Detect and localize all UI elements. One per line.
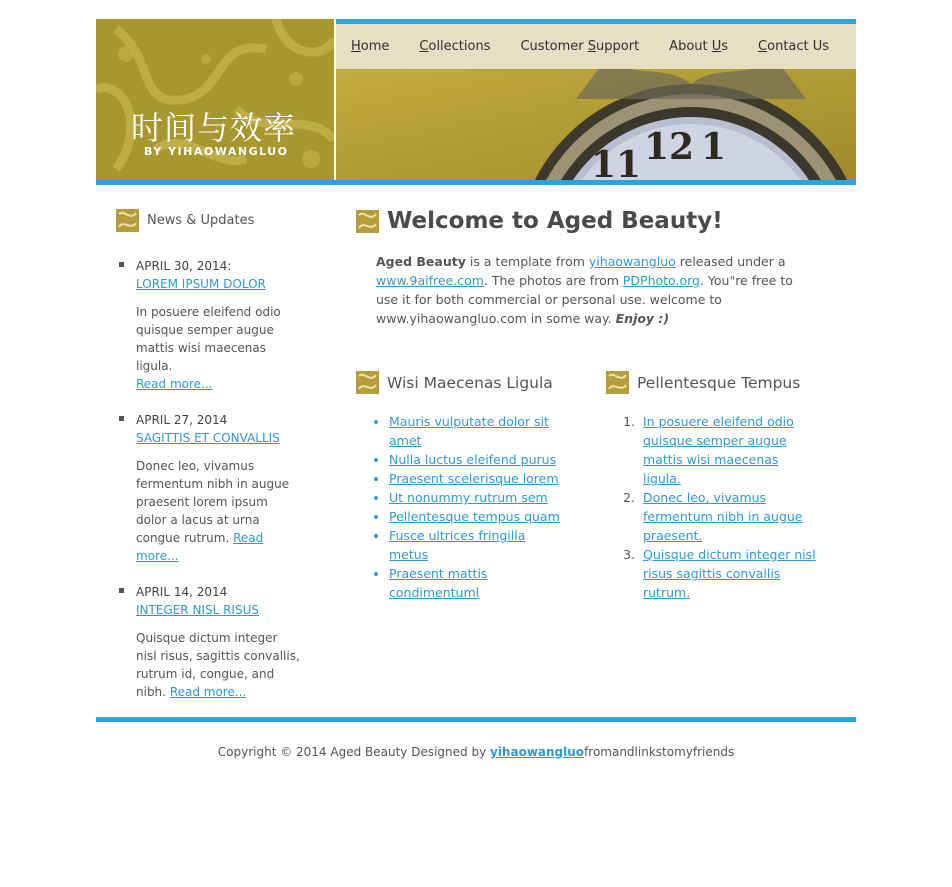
list-item — [389, 469, 566, 488]
list-link[interactable]: Ut nonummy rutrum sem — [389, 490, 548, 505]
clock-numeral-11: 11 — [591, 144, 642, 180]
read-more-link[interactable]: Read more... — [136, 531, 264, 563]
footer-after: fromandlinkstomyfriends — [584, 745, 735, 759]
news-heading — [116, 209, 301, 232]
main-menu — [336, 24, 856, 69]
ornament-icon — [606, 371, 629, 394]
list-link[interactable]: Praesent mattis condimentuml — [389, 566, 488, 600]
menu-support-pre: Customer — [520, 39, 588, 54]
page-wrapper — [96, 19, 856, 180]
news-date: APRIL 30, 2014: — [136, 259, 232, 273]
footer-divider — [96, 717, 856, 722]
news-title-link[interactable]: LOREM IPSUM DOLOR — [136, 277, 266, 291]
news-list — [116, 257, 301, 719]
wisi-link-list — [356, 412, 566, 602]
list-item — [389, 450, 566, 469]
clock-illustration — [336, 69, 856, 180]
menu-home[interactable] — [351, 39, 389, 54]
main-content — [356, 208, 856, 600]
news-title: News & Updates — [147, 213, 255, 228]
news-text — [136, 629, 301, 701]
read-more-link[interactable]: Read more... — [169, 685, 247, 699]
menu-about-us[interactable] — [669, 39, 728, 54]
column-wisi — [356, 371, 566, 602]
footer — [96, 745, 856, 759]
9aifree-link[interactable]: www.9aifree.com — [376, 273, 484, 288]
list-item — [639, 488, 816, 545]
welcome-heading — [356, 208, 856, 234]
wisi-heading — [356, 371, 566, 394]
list-link[interactable]: Fusce ultrices fringilla metus — [389, 528, 526, 562]
list-link[interactable]: In posuere eleifend odio quisque semper augue mattis wisi maecenas ligula. — [643, 414, 794, 486]
news-item — [116, 257, 301, 393]
header-divider — [96, 180, 856, 185]
logo-panel[interactable] — [96, 19, 334, 180]
sidebar — [116, 209, 301, 699]
news-title-link[interactable]: SAGITTIS ET CONVALLIS — [136, 431, 280, 445]
news-date: APRIL 27, 2014 — [136, 413, 228, 427]
news-item — [116, 411, 301, 565]
list-item — [389, 526, 566, 564]
menu-collections[interactable] — [419, 39, 490, 54]
wisi-title: Wisi Maecenas Ligula — [387, 373, 553, 392]
list-item — [639, 545, 816, 602]
list-item — [389, 412, 566, 450]
list-link[interactable]: Pellentesque tempus quam — [389, 509, 560, 524]
pellentesque-list — [606, 412, 816, 602]
news-body: In posuere eleifend odio quisque semper augue mattis wisi maecenas ligula. — [136, 305, 281, 373]
logo-subtitle: BY YIHAOWANGLUO — [144, 145, 289, 158]
menu-collections-accesskey: C — [419, 39, 429, 54]
list-item — [389, 507, 566, 526]
menu-about-accesskey: U — [711, 39, 722, 54]
pdphoto-link[interactable]: PDPhoto.org — [622, 273, 700, 288]
menu-about-pre: About — [669, 39, 712, 54]
ornament-icon — [356, 210, 379, 233]
news-text — [136, 303, 301, 393]
designer-link[interactable]: yihaowangluo — [490, 745, 585, 759]
copyright-text: Copyright © 2014 Aged Beauty Designed by — [217, 745, 490, 759]
menu-support-label: upport — [596, 39, 640, 54]
page-title: Welcome to Aged Beauty! — [387, 208, 723, 234]
menu-contact-label: ontact Us — [767, 39, 830, 54]
pellentesque-title: Pellentesque Tempus — [637, 373, 801, 392]
list-item — [639, 412, 816, 488]
header — [96, 19, 856, 180]
menu-support-accesskey: S — [587, 39, 597, 54]
yihaowangluo-link[interactable]: yihaowangluo — [588, 254, 676, 269]
logo-title: 时间与效率 — [131, 109, 297, 147]
list-item — [389, 488, 566, 507]
enjoy-text: Enjoy :) — [615, 311, 670, 326]
menu-home-accesskey: H — [351, 39, 361, 54]
list-link[interactable]: Mauris vulputate dolor sit amet — [389, 414, 549, 448]
banner-clock-image — [336, 69, 856, 180]
intro-text: . You"re free to use it for both commercial or personal use. welcome to www.yihaowangluo.com in some way. — [376, 273, 793, 326]
list-link[interactable]: Praesent scelerisque lorem — [389, 471, 559, 486]
menu-about-label: s — [721, 39, 729, 54]
menu-customer-support[interactable] — [520, 39, 639, 54]
list-item — [389, 564, 566, 602]
intro-text: is a template from — [465, 254, 589, 269]
read-more-link[interactable]: Read more... — [136, 377, 213, 391]
menu-collections-label: ollections — [428, 39, 491, 54]
clock-numeral-1: 1 — [701, 126, 727, 168]
menu-contact-us[interactable] — [758, 39, 829, 54]
menu-home-label: ome — [360, 39, 390, 54]
pellentesque-heading — [606, 371, 816, 394]
intro-text: released under a — [675, 254, 786, 269]
list-link[interactable]: Quisque dictum integer nisl risus sagittis convallis rutrum. — [643, 547, 816, 600]
news-title-link[interactable]: INTEGER NISL RISUS — [136, 603, 259, 617]
brand-name: Aged Beauty — [376, 254, 466, 269]
news-body: Quisque dictum integer nisl risus, sagittis convallis, rutrum id, congue, and nibh. — [136, 631, 300, 699]
intro-text: . The photos are from — [483, 273, 623, 288]
news-item — [116, 583, 301, 701]
list-link[interactable]: Donec leo, vivamus fermentum nibh in augue praesent. — [643, 490, 803, 543]
news-date: APRIL 14, 2014 — [136, 585, 228, 599]
ornament-icon — [356, 371, 379, 394]
intro-paragraph — [376, 252, 816, 328]
clock-numeral-12: 12 — [644, 126, 695, 168]
column-pellentesque — [606, 371, 816, 602]
menu-contact-accesskey: C — [758, 39, 768, 54]
news-text — [136, 457, 301, 565]
list-link[interactable]: Nulla luctus eleifend purus — [389, 452, 557, 467]
news-body: Donec leo, vivamus fermentum nibh in augue praesent lorem ipsum dolor a lacus at urna congue rutrum. — [136, 459, 290, 545]
ornament-icon — [116, 209, 139, 232]
